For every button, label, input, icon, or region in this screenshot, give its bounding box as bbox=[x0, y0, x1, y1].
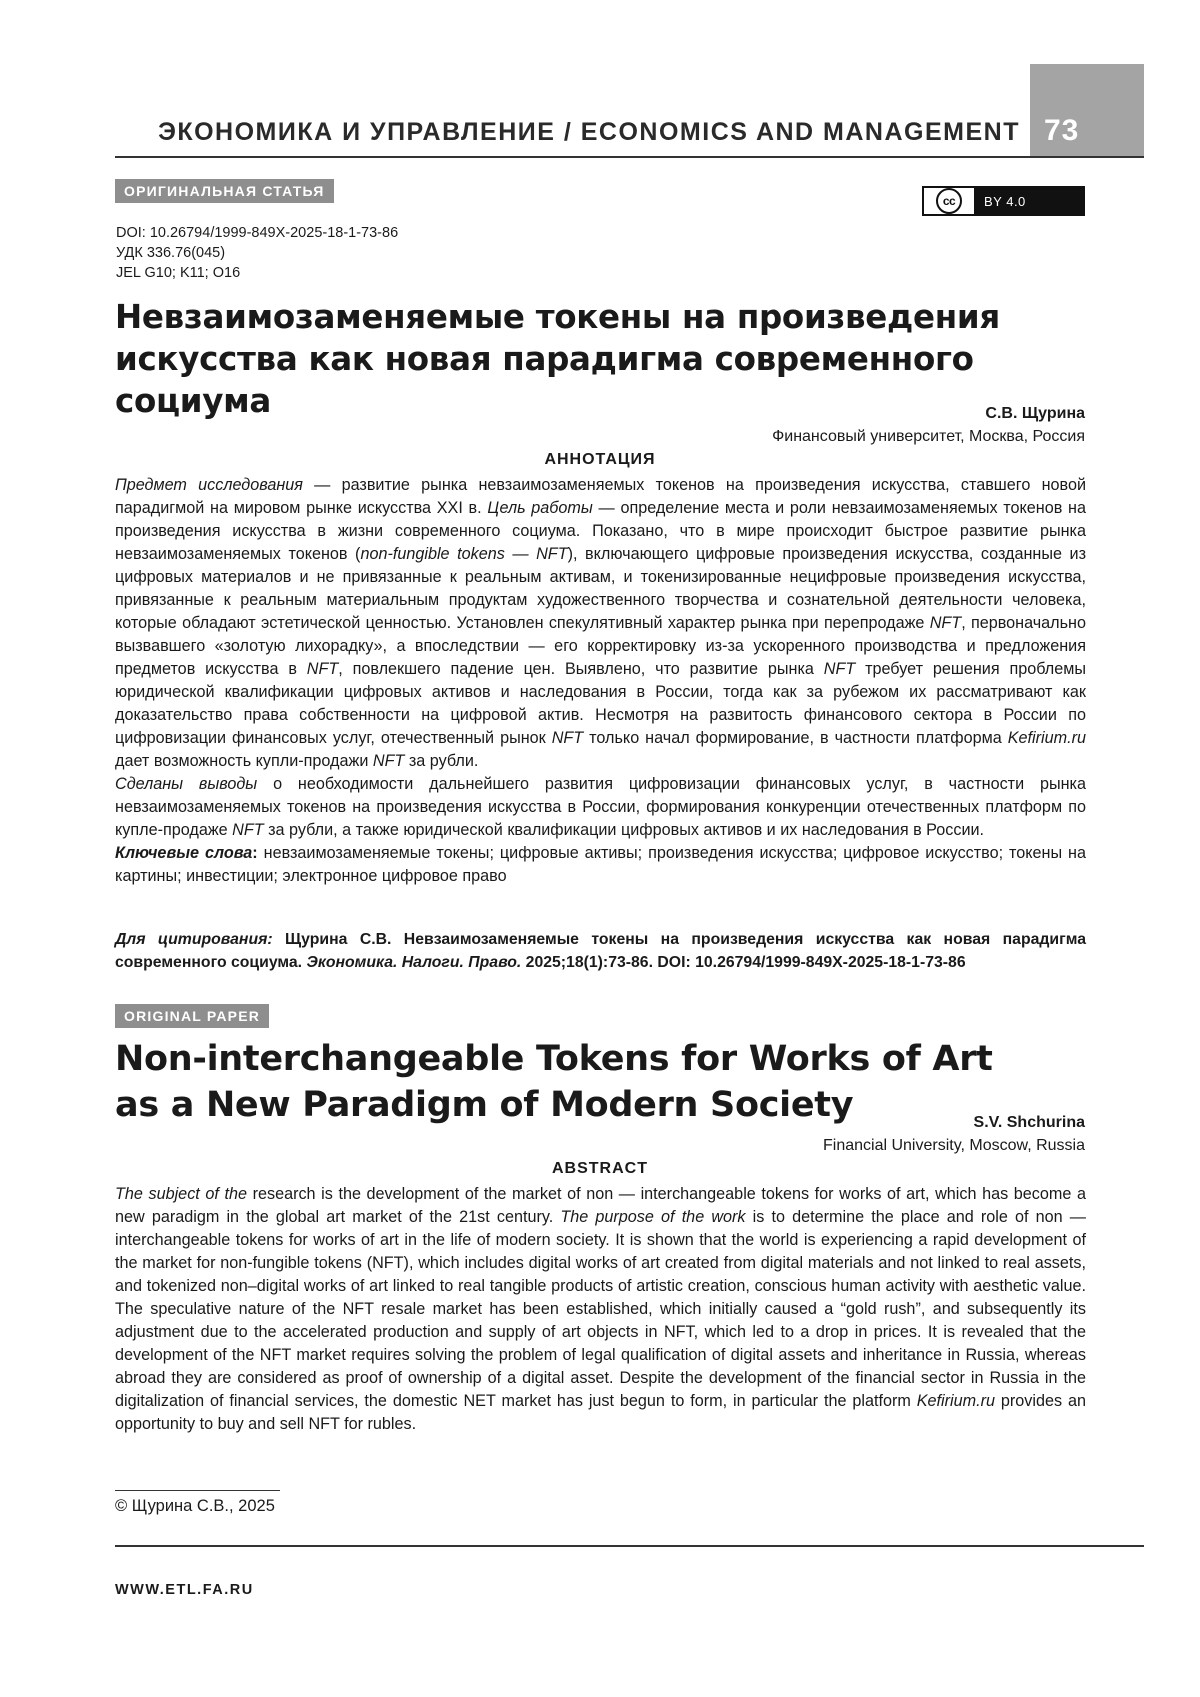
abstract-ru bbox=[115, 474, 1086, 888]
article-type-tag-ru: ОРИГИНАЛЬНАЯ СТАТЬЯ bbox=[115, 179, 334, 203]
abstract-en-paragraph: The subject of the research is the development of the market of non — interchangeable tokens for works of art, which has become a new paradigm in the global art market of the 21st century. The purpose of the work is to determine the place and role of non — interchangeable tokens for works of art in the life of modern society. It is shown that the world is experiencing a rapid development of the market for non-fungible tokens (NFT), which includes digital works of art created from digital materials and not linked to real assets, and tokenized non–digital works of art linked to real tangible products of artistic creation, conscious human activity with aesthetic value. The speculative nature of the NFT resale market has been established, which initially caused a “gold rush”, and subsequently its adjustment due to the accelerated production and supply of art objects in NFT, which led to a drop in prices. It is revealed that the development of the NFT market requires solving the problem of legal qualification of digital assets and inheritance in Russia, whereas abroad they are considered as proof of ownership of a digital asset. Despite the development of the financial sector in Russia in the digitalization of financial services, the domestic NET market has just begun to form, in particular the platform Kefirium.ru provides an opportunity to buy and sell NFT for rubles. bbox=[115, 1183, 1086, 1436]
cc-icon-box bbox=[924, 188, 974, 214]
doi: DOI: 10.26794/1999-849X-2025-18-1-73-86 bbox=[116, 223, 398, 243]
journal-section-header: ЭКОНОМИКА И УПРАВЛЕНИЕ / ECONOMICS AND MANAGEMENT bbox=[115, 118, 1020, 152]
udk: УДК 336.76(045) bbox=[116, 243, 398, 263]
abstract-heading-en: ABSTRACT bbox=[115, 1160, 1085, 1178]
page-number: 73 bbox=[1030, 64, 1144, 156]
abstract-heading-ru: АННОТАЦИЯ bbox=[115, 451, 1085, 469]
creative-commons-icon: cc bbox=[936, 188, 962, 214]
affiliation-ru: Финансовый университет, Москва, Россия bbox=[772, 428, 1085, 446]
title-en bbox=[115, 1036, 1115, 1128]
abstract-ru-paragraph-2: Сделаны выводы о необходимости дальнейшего развития цифровизации финансовых услуг, в частности рынка невзаимозаменяемых токенов на произведения искусства в России, формирования конкуренции отечественных платформ по купле-продаже NFT за рубли, а также юридической квалификации цифровых активов и их наследования в России. bbox=[115, 773, 1086, 842]
header-rule bbox=[115, 156, 1144, 158]
article-type-tag-en: ORIGINAL PAPER bbox=[115, 1004, 269, 1028]
abstract-ru-paragraph-1: Предмет исследования — развитие рынка невзаимозаменяемых токенов на произведения искусства, ставшего новой парадигмой на мировом рынке искусства XXI в. Цель работы — определение места и роли невзаимозаменяемых токенов на произведения искусства в жизни современного социума. Показано, что в мире происходит быстрое развитие рынка невзаимозаменяемых токенов (non-fungible tokens — NFT), включающего цифровые произведения искусства, созданные из цифровых материалов и не привязанные к реальным активам, и токенизированные нецифровые произведения искусства, привязанные к реальным материальным продуктам художественного творчества и сознательной деятельности человека, которые обладают эстетической ценностью. Установлен спекулятивный характер рынка при перепродаже NFT, первоначально вызвавшего «золотую лихорадку», а впоследствии — его корректировку из-за ускоренного производства и предложения предметов искусства в NFT, повлекшего падение цен. Выявлено, что развитие рынка NFT требует решения проблемы юридической квалификации цифровых активов и наследования в России, тогда как за рубежом их рассматривают как доказательство права собственности на цифровой актив. Несмотря на развитость финансового сектора в России по цифровизации финансовых услуг, отечественный рынок NFT только начал формирование, в частности платформа Kefirium.ru дает возможность купли-продажи NFT за рубли. bbox=[115, 474, 1086, 773]
citation-block: Для цитирования: Щурина С.В. Невзаимозаменяемые токены на произведения искусства как новая парадигма современного социума. Экономика. Налоги. Право. 2025;18(1):73-86. DOI: 10.26794/1999-849X-2025-18-1-73-86 bbox=[115, 928, 1086, 974]
cc-license-badge[interactable] bbox=[922, 186, 1085, 216]
author-en: S.V. Shchurina bbox=[974, 1114, 1085, 1132]
title-ru bbox=[115, 296, 1115, 422]
copyright-notice: © Щурина С.В., 2025 bbox=[115, 1497, 275, 1516]
license-label: BY 4.0 bbox=[974, 194, 1026, 209]
keywords-ru: Ключевые слова: невзаимозаменяемые токены; цифровые активы; произведения искусства; цифровое искусство; токены на картины; инвестиции; электронное цифровое право bbox=[115, 842, 1086, 888]
title-ru-line1: Невзаимозаменяемые токены на произведения bbox=[115, 296, 1115, 338]
footer-rule bbox=[115, 1545, 1144, 1547]
abstract-en bbox=[115, 1183, 1086, 1436]
title-en-line1: Non-interchangeable Tokens for Works of Art bbox=[115, 1036, 1115, 1082]
article-meta bbox=[116, 223, 398, 283]
jel-codes: JEL G10; K11; O16 bbox=[116, 263, 398, 283]
affiliation-en: Financial University, Moscow, Russia bbox=[823, 1137, 1085, 1155]
footnote-rule bbox=[115, 1490, 280, 1491]
title-en-line2: as a New Paradigm of Modern Society bbox=[115, 1082, 1115, 1128]
author-ru: С.В. Щурина bbox=[985, 405, 1085, 423]
title-ru-line2: искусства как новая парадигма современного социума bbox=[115, 338, 1115, 422]
journal-website-link[interactable]: WWW.ETL.FA.RU bbox=[115, 1582, 254, 1598]
